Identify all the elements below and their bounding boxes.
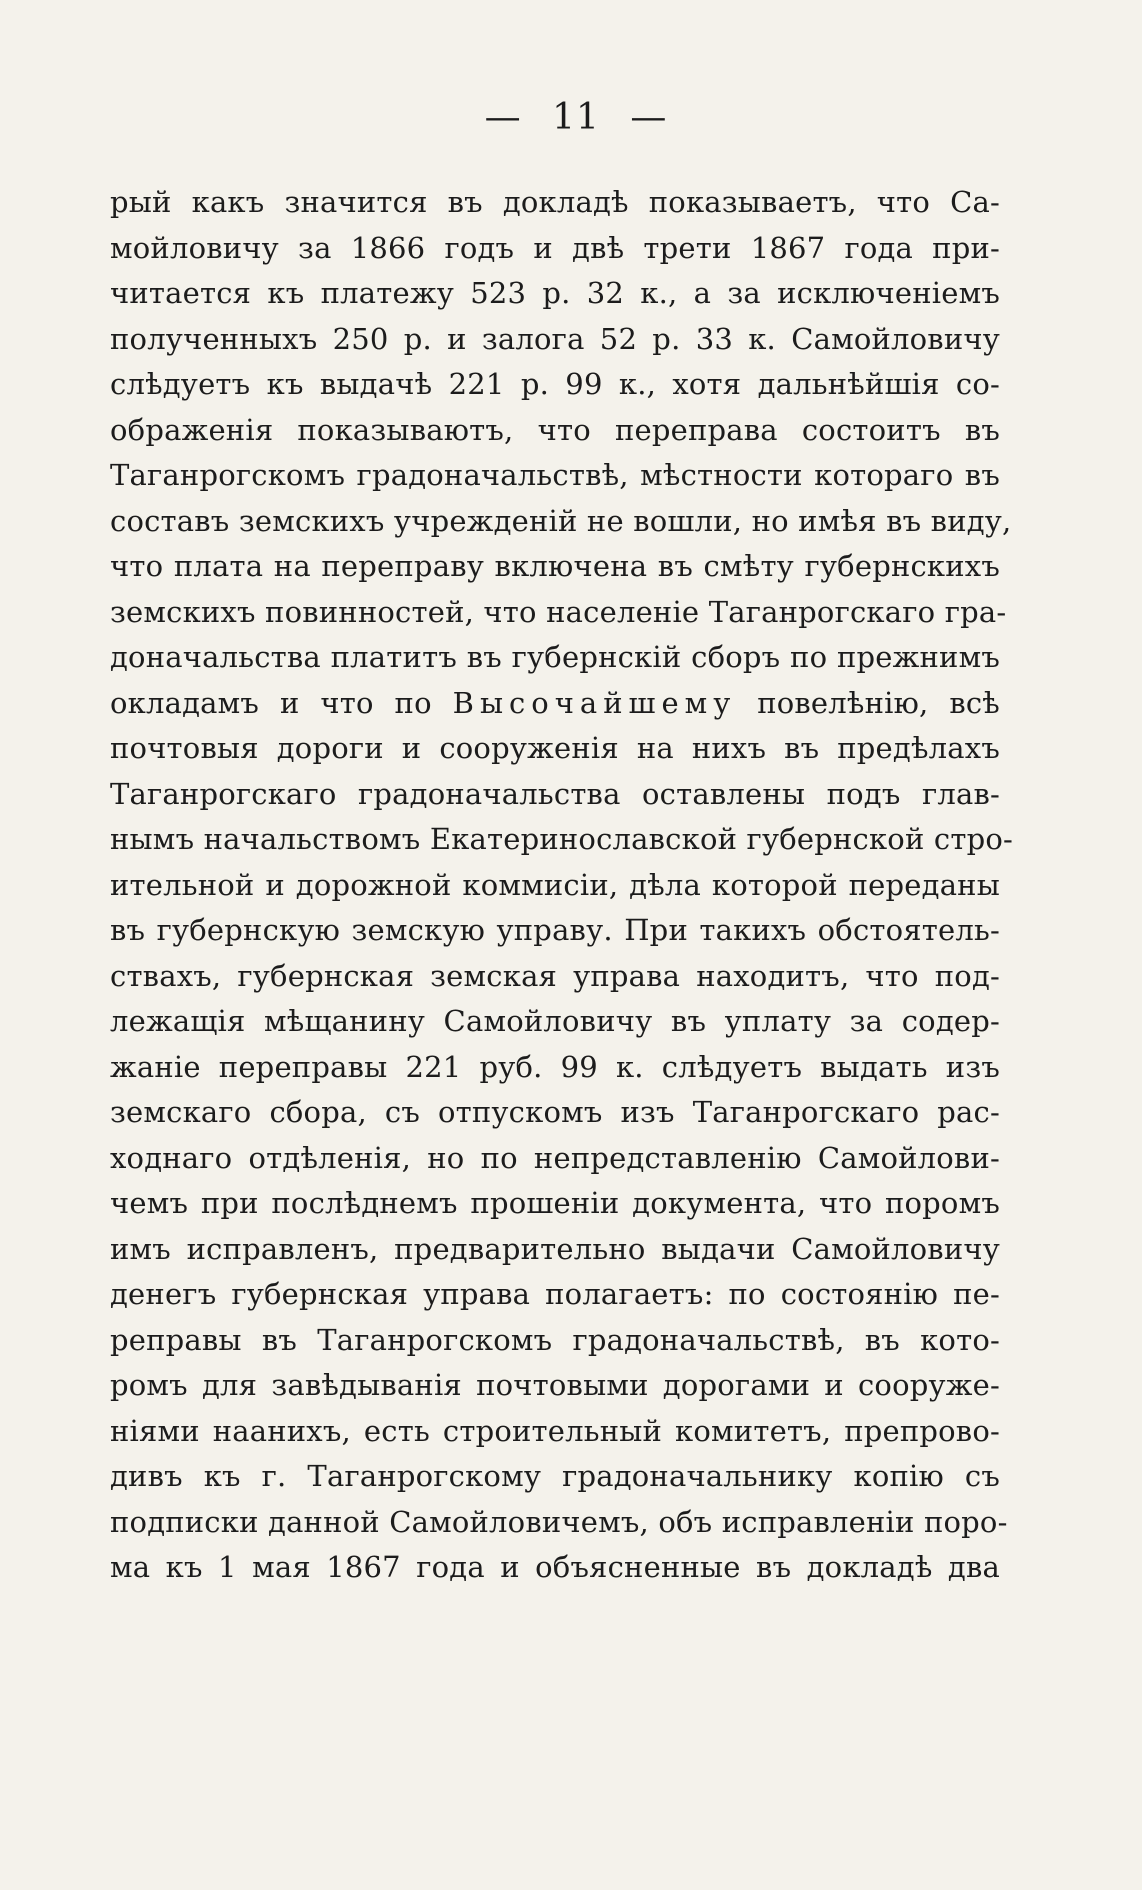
header-left-dash: — xyxy=(484,97,522,138)
text-line: ма къ 1 мая 1867 года и объясненные въ докладѣ два xyxy=(110,1550,1000,1584)
text-line: нымъ начальствомъ Екатеринославской губернской стро- xyxy=(110,822,1013,856)
text-line: рый какъ значится въ докладѣ показываетъ, что Са- xyxy=(110,185,1000,219)
text-line: составъ земскихъ учрежденій не вошли, но имѣя въ виду, xyxy=(110,503,1012,538)
header-right-dash: — xyxy=(630,97,668,138)
text-line: имъ исправленъ, предварительно выдачи Самойловичу xyxy=(110,1231,1000,1266)
text-line: реправы въ Таганрогскомъ градоначальствѣ, въ кото- xyxy=(110,1322,1000,1357)
text-line: земскаго сбора, съ отпускомъ изъ Таганрогскаго рас- xyxy=(110,1095,1000,1129)
text-line: что плата на переправу включена въ смѣту губернскихъ xyxy=(110,549,1000,583)
text-line-with-spaced-word xyxy=(110,681,1000,727)
text-line: жаніе переправы 221 руб. 99 к. слѣдуетъ выдать изъ xyxy=(110,1049,1000,1084)
text-line: земскихъ повинностей, что населеніе Таганрогскаго гра- xyxy=(110,594,1007,629)
spaced-emphasis-word: Высочайшему xyxy=(452,685,737,720)
line12-after: повелѣнію, всѣ xyxy=(757,685,1000,720)
text-line: лежащія мѣщанину Самойловичу въ уплату за содер- xyxy=(110,1004,1000,1038)
body-text xyxy=(110,180,1013,1591)
text-line: подписки данной Самойловичемъ, объ исправленіи поро- xyxy=(110,1504,1008,1539)
text-line: мойловичу за 1866 годъ и двѣ трети 1867 года при- xyxy=(110,230,1000,265)
text-line: ніями наанихъ, есть строительный комитетъ, препрово- xyxy=(110,1413,1000,1448)
page-header xyxy=(0,96,1142,140)
page-number: 11 xyxy=(552,97,600,138)
text-line: ходнаго отдѣленія, но по непредставленію Самойлови- xyxy=(110,1140,1000,1175)
text-line: ствахъ, губернская земская управа находитъ, что под- xyxy=(110,958,1000,993)
text-line: читается къ платежу 523 р. 32 к., а за исключеніемъ xyxy=(110,276,1000,310)
text-line: почтовыя дороги и сооруженія на нихъ въ предѣлахъ xyxy=(110,731,1000,765)
text-line: доначальства платитъ въ губернскій сборъ по прежнимъ xyxy=(110,640,1000,674)
text-line: ображенія показываютъ, что переправа состоитъ въ xyxy=(110,412,1000,447)
text-line: ительной и дорожной коммисіи, дѣла которой переданы xyxy=(110,867,1000,902)
text-line: Таганрогскаго градоначальства оставлены подъ глав- xyxy=(110,776,1000,811)
text-line: въ губернскую земскую управу. При такихъ обстоятель- xyxy=(110,913,1000,947)
text-line: дивъ къ г. Таганрогскому градоначальнику копію съ xyxy=(110,1459,1000,1493)
text-line: ромъ для завѣдыванія почтовыми дорогами и сооруже- xyxy=(110,1368,1000,1402)
text-line: Таганрогскомъ градоначальствѣ, мѣстности котораго въ xyxy=(110,458,1000,492)
line12-before: окладамъ и что по xyxy=(110,685,432,720)
text-line: денегъ губернская управа полагаетъ: по состоянію пе- xyxy=(110,1277,1000,1311)
text-line: полученныхъ 250 р. и залога 52 р. 33 к. Самойловичу xyxy=(110,321,1000,356)
text-line: чемъ при послѣднемъ прошеніи документа, что поромъ xyxy=(110,1186,1000,1220)
text-line: слѣдуетъ къ выдачѣ 221 р. 99 к., хотя дальнѣйшія со- xyxy=(110,367,1000,401)
